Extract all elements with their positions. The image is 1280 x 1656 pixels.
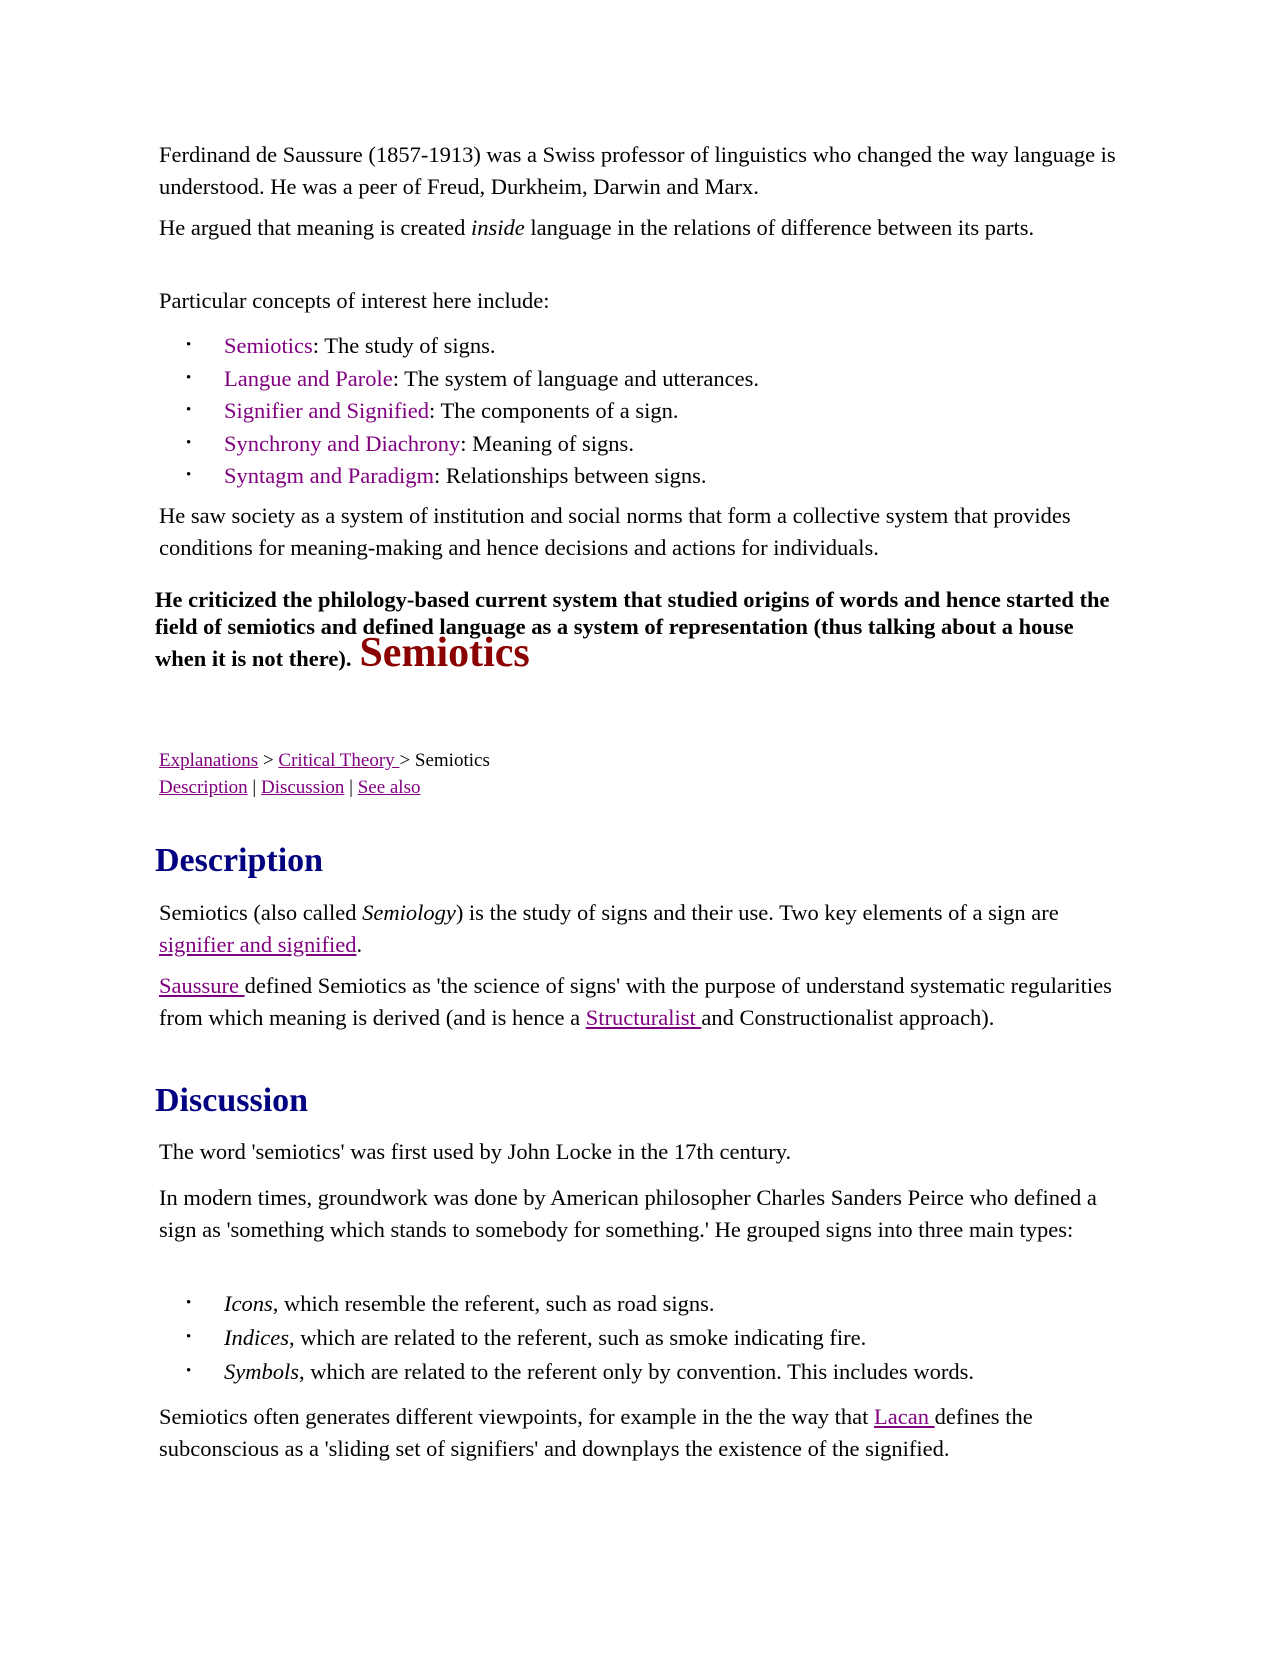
bullet-icon: • <box>186 434 192 451</box>
description-paragraph-2 <box>159 970 1119 1033</box>
concept-desc: : The system of language and utterances. <box>392 365 760 391</box>
signifier-signified-link[interactable]: signifier and signified <box>159 931 357 957</box>
concept-desc: : Meaning of signs. <box>460 430 634 456</box>
sign-type-desc: , which are related to the referent, such as smoke indicating fire. <box>288 1325 867 1350</box>
sign-type-term: Icons <box>224 1291 273 1316</box>
concept-desc: : The study of signs. <box>312 333 496 358</box>
bullet-icon: • <box>186 1295 192 1311</box>
description-paragraph-1 <box>159 897 1119 960</box>
intro-text: language in the relations of difference between its parts. <box>524 215 1035 240</box>
emphasis-text: inside <box>470 215 525 240</box>
bullet-icon: • <box>186 1329 192 1345</box>
list-item <box>159 330 1119 363</box>
sign-type-term: Symbols <box>224 1359 299 1384</box>
concept-link-syntagm-paradigm[interactable]: Syntagm and Paradigm <box>224 463 434 488</box>
sign-type-desc: , which resemble the referent, such as road signs. <box>272 1291 715 1316</box>
description-text: ) is the study of signs and their use. Two key elements of a sign are <box>455 900 1059 925</box>
intro-text: He argued that meaning is created <box>159 215 471 240</box>
breadcrumb <box>159 747 490 774</box>
page-title: Semiotics <box>359 630 530 676</box>
concept-desc: : The components of a sign. <box>428 398 679 423</box>
saussure-link[interactable]: Saussure <box>159 973 245 998</box>
list-item <box>159 1356 1119 1390</box>
description-text: defined Semiotics as 'the science of signs' with the purpose of understand systematic regularities from which meaning is derived (and is hence a <box>159 973 1112 1030</box>
bullet-icon: • <box>186 402 192 418</box>
nav-link-see-also[interactable]: See also <box>357 777 421 798</box>
description-text: and Constructionalist approach). <box>701 1004 995 1030</box>
description-text: Semiotics (also called <box>159 900 363 925</box>
discussion-heading: Discussion <box>155 1082 309 1119</box>
concept-link-synchrony-diachrony[interactable]: Synchrony and Diachrony <box>224 430 461 456</box>
description-text: . <box>356 931 363 957</box>
breadcrumb-link-critical-theory[interactable]: Critical Theory <box>278 750 400 771</box>
bullet-icon: • <box>186 467 192 483</box>
list-item <box>159 428 1119 461</box>
concepts-list <box>159 330 1119 493</box>
sign-type-term: Indices <box>224 1325 289 1350</box>
concept-link-langue-parole[interactable]: Langue and Parole <box>224 365 393 391</box>
discussion-text: defines the subconscious as a 'sliding set of signifiers' and downplays the existence of the signified. <box>159 1404 1033 1461</box>
structuralist-link[interactable]: Structuralist <box>585 1004 702 1030</box>
discussion-text: Semiotics often generates different viewpoints, for example in the the way that <box>159 1404 874 1429</box>
list-item <box>159 363 1119 396</box>
sign-type-desc: , which are related to the referent only by convention. This includes words. <box>299 1359 975 1384</box>
emphasis-text: Semiology <box>362 900 456 925</box>
nav-separator: | <box>247 777 261 798</box>
list-item <box>159 460 1119 493</box>
intro-paragraph-2 <box>159 212 1119 244</box>
list-item <box>159 395 1119 428</box>
criticism-block <box>155 586 1115 676</box>
bullet-icon: • <box>186 369 192 386</box>
intro-paragraph-1: Ferdinand de Saussure (1857-1913) was a Swiss professor of linguistics who changed the way language is understood. He was a peer of Freud, Durkheim, Darwin and Marx. <box>159 142 1116 199</box>
breadcrumb-separator: > <box>399 750 415 771</box>
bullet-icon: • <box>186 337 192 353</box>
list-item <box>159 1322 1119 1356</box>
breadcrumb-link-explanations[interactable]: Explanations <box>159 750 259 771</box>
description-heading: Description <box>155 842 324 879</box>
sign-types-list <box>159 1288 1119 1390</box>
concept-link-signifier-signified[interactable]: Signifier and Signified <box>224 398 429 423</box>
nav-separator: | <box>344 777 358 798</box>
intro-paragraph-3: Particular concepts of interest here include: <box>159 288 550 313</box>
concept-link-semiotics[interactable]: Semiotics <box>224 333 313 358</box>
concept-desc: : Relationships between signs. <box>433 463 707 488</box>
lacan-link[interactable]: Lacan <box>874 1404 935 1429</box>
breadcrumb-separator: > <box>258 750 279 771</box>
discussion-paragraph-3 <box>159 1401 1119 1464</box>
section-nav <box>159 774 420 801</box>
discussion-paragraph-2: In modern times, groundwork was done by American philosopher Charles Sanders Peirce who defined a sign as 'something which stands to somebody for something.' He grouped signs into three main types: <box>159 1185 1097 1242</box>
list-item <box>159 1288 1119 1322</box>
nav-link-discussion[interactable]: Discussion <box>260 777 345 798</box>
society-paragraph: He saw society as a system of institution and social norms that form a collective system that provides conditions for meaning-making and hence decisions and actions for individuals. <box>159 503 1071 560</box>
bullet-icon: • <box>186 1363 192 1379</box>
discussion-paragraph-1: The word 'semiotics' was first used by John Locke in the 17th century. <box>159 1139 792 1164</box>
nav-link-description[interactable]: Description <box>159 777 248 798</box>
criticism-text: He criticized the philology-based current system that studied origins of words and hence started the field of semiotics and defined language as a system of representation (thus talking about a house when it is not there). <box>155 587 1110 671</box>
breadcrumb-current: Semiotics <box>414 750 490 771</box>
